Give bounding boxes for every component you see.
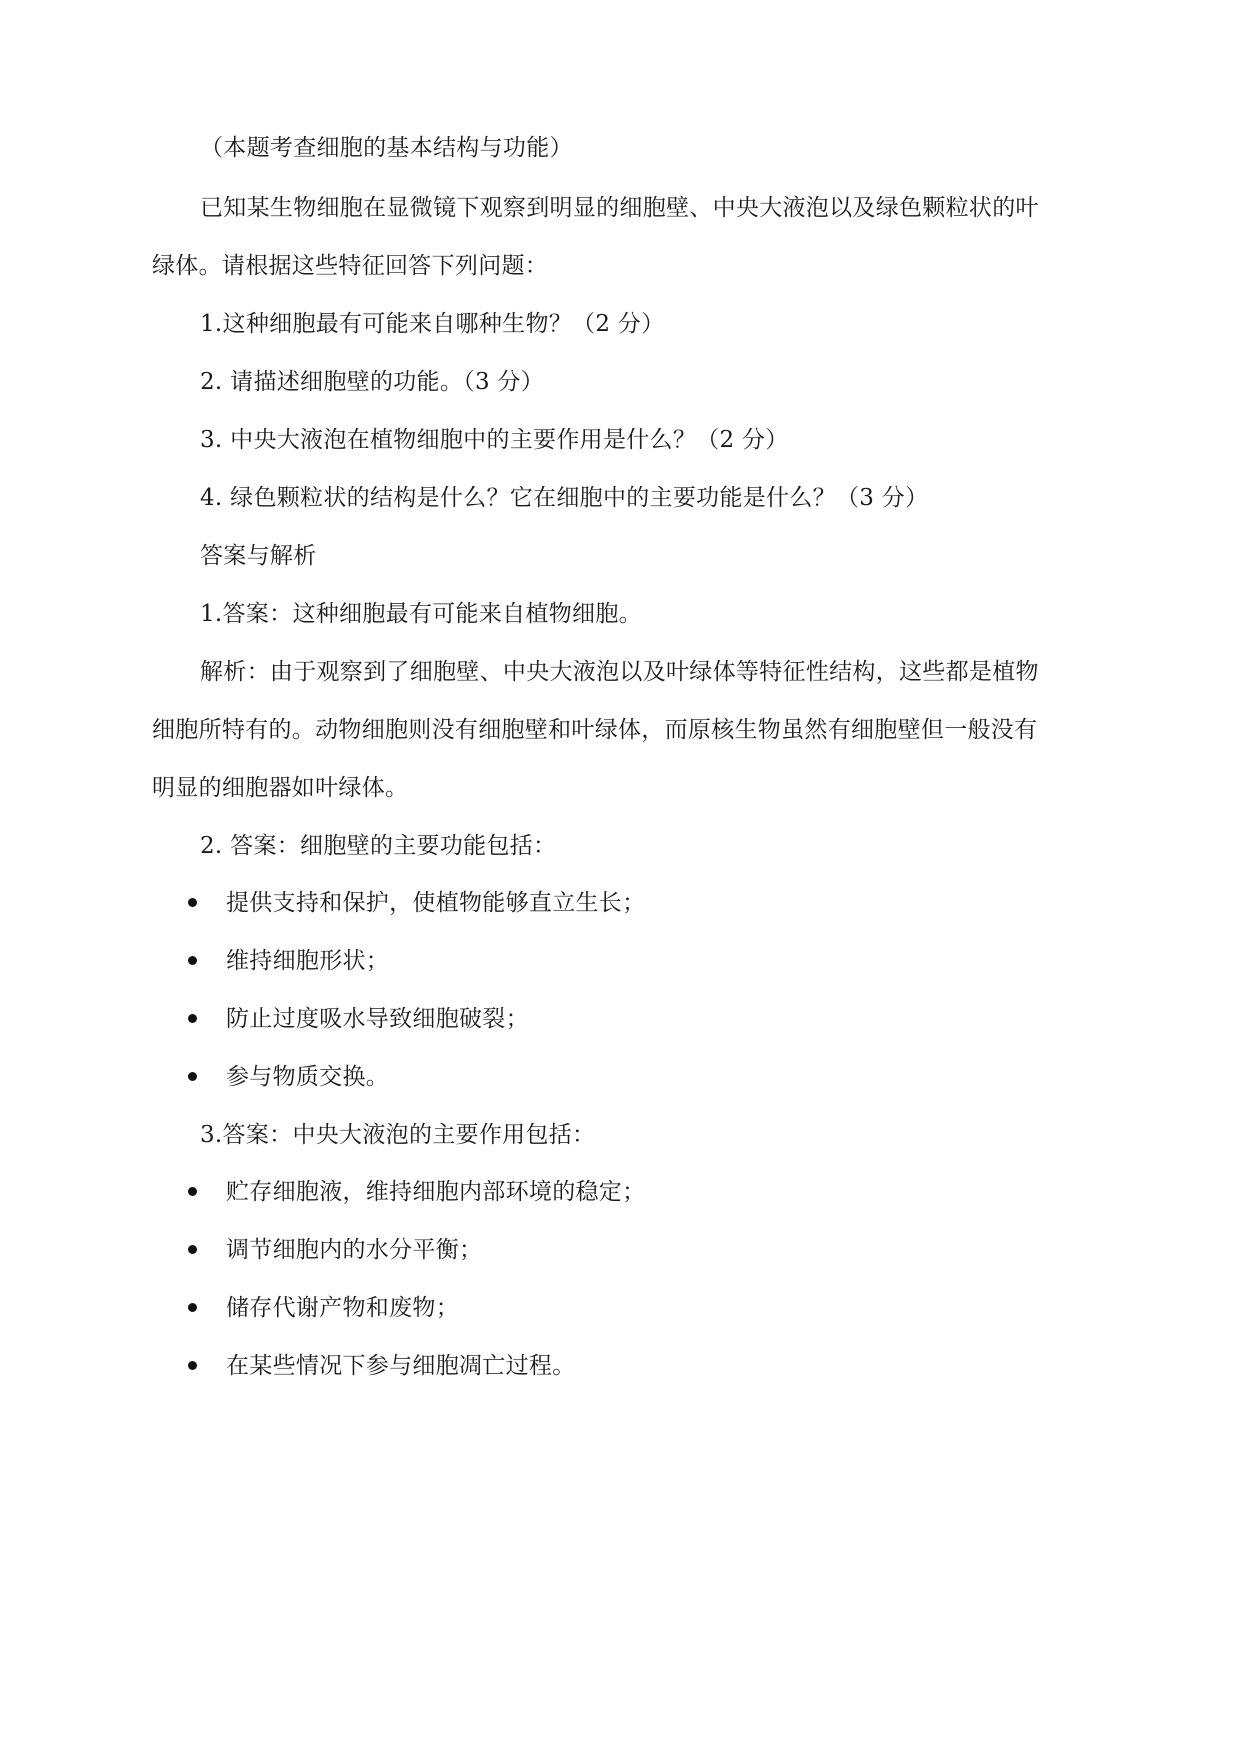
answer-2-bullet-2: 维持细胞形状； [226, 948, 390, 974]
topic-note: （本题考查细胞的基本结构与功能） [200, 135, 573, 161]
answer-3-bullet-4: 在某些情况下参与细胞凋亡过程。 [226, 1353, 576, 1379]
answer-2-bullet-4: 参与物质交换。 [226, 1064, 390, 1090]
question-3: 3. 中央大液泡在植物细胞中的主要作用是什么？（2 分） [200, 427, 789, 453]
answer-3: 3.答案：中央大液泡的主要作用包括： [200, 1122, 596, 1148]
bullet-icon [188, 956, 197, 965]
answer-3-bullet-2: 调节细胞内的水分平衡； [226, 1237, 483, 1263]
question-1: 1.这种细胞最有可能来自哪种生物？（2 分） [200, 311, 665, 337]
bullet-icon [188, 1303, 197, 1312]
answer-2: 2. 答案：细胞壁的主要功能包括： [200, 833, 557, 859]
analysis-line-2: 细胞所特有的。动物细胞则没有细胞壁和叶绿体，而原核生物虽然有细胞壁但一般没有 [152, 717, 1038, 743]
answer-3-bullet-1: 贮存细胞液，维持细胞内部环境的稳定； [226, 1179, 646, 1205]
question-stem-line-1: 已知某生物细胞在显微镜下观察到明显的细胞壁、中央大液泡以及绿色颗粒状的叶 [200, 195, 1039, 221]
bullet-icon [188, 1187, 197, 1196]
question-2: 2. 请描述细胞壁的功能。（3 分） [200, 369, 545, 395]
answer-heading: 答案与解析 [200, 543, 317, 569]
answer-2-bullet-3: 防止过度吸水导致细胞破裂； [226, 1006, 529, 1032]
bullet-icon [188, 898, 197, 907]
bullet-icon [188, 1014, 197, 1023]
answer-1: 1.答案：这种细胞最有可能来自植物细胞。 [200, 601, 642, 627]
bullet-icon [188, 1361, 197, 1370]
answer-3-bullet-3: 储存代谢产物和废物； [226, 1295, 459, 1321]
question-4: 4. 绿色颗粒状的结构是什么？它在细胞中的主要功能是什么？（3 分） [200, 485, 929, 511]
analysis-line-3: 明显的细胞器如叶绿体。 [152, 775, 409, 801]
analysis-line-1: 解析：由于观察到了细胞壁、中央大液泡以及叶绿体等特征性结构，这些都是植物 [200, 659, 1039, 685]
answer-2-bullet-1: 提供支持和保护，使植物能够直立生长； [226, 890, 646, 916]
question-stem-line-2: 绿体。请根据这些特征回答下列问题： [152, 253, 549, 279]
bullet-icon [188, 1245, 197, 1254]
bullet-icon [188, 1072, 197, 1081]
